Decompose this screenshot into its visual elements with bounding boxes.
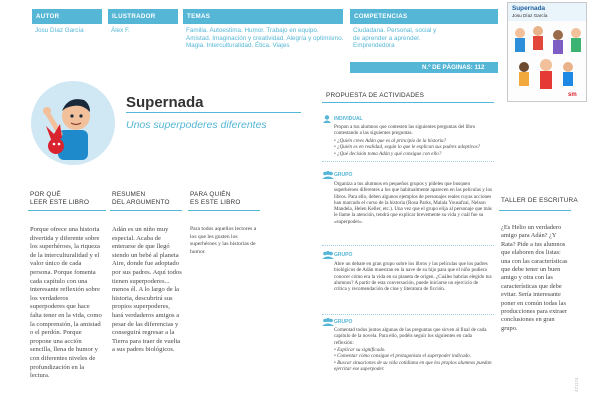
activities-heading: PROPUESTA DE ACTIVIDADES <box>326 92 425 99</box>
list-item: • Explicar su significado. <box>334 347 386 353</box>
competencies-value: Ciudadana. Personal, social y de aprender a aprender. Emprendedora <box>353 27 437 50</box>
activity-2-text: Organiza a tus alumnos en pequeños grupos y pídeles que busquen superhéroes diferentes a los que habitualmente aparecen en las películas y los libros. Para ello, deben algunos ejemplos de personajes reales cuyas acciones han marcado el curso de la historia (Rosa Parks, Malala Yousafzai, Nelson Mandela, Helen Keller, etc.). Una vez que el grupo elija al personaje que más le llame la atención, tendrá que explicar brevemente su vida y cuál fue su «superpoder». <box>334 181 492 225</box>
summary-text: Adán es un niño muy especial. Acaba de enterarse de que llegó siendo un bebé al planeta Aire, donde fue adoptado por sus padres. Aquí todos tienen superpoderes... menos él. A lo largo de la historia, descubrirá sus propios superpoderes, hará verdaderos amigos a pesar de las diferencias y conseguirá regresar a la Tierra para traer de vuelta a sus padres biológicos. <box>112 226 182 354</box>
group-icon <box>322 251 334 259</box>
list-item: • ¿Quién es en realidad, según lo que le explican sus padres adoptivos? <box>334 144 481 151</box>
why-rule <box>28 210 106 211</box>
list-item: • Comentar cómo consigue el protagonista el superpoder indicado. <box>334 353 471 360</box>
separator <box>322 245 494 246</box>
writing-rule <box>499 210 571 211</box>
activity-1-list <box>334 138 492 157</box>
book-subtitle: Unos superpoderes diferentes <box>126 119 267 131</box>
author-label: AUTOR <box>32 9 102 24</box>
illustrator-label: ILUSTRADOR <box>108 9 178 24</box>
individual-icon <box>322 115 332 123</box>
activity-1-text: Propon a tus alumnos que contesten las siguientes preguntas del libro contestando a las siguientes preguntas. <box>334 124 476 137</box>
who-heading: PARA QUIÉN ES ESTE LIBRO <box>190 191 241 206</box>
list-item: • Buscar situaciones de su vida cotidiana en que los propios alumnos puedan ejercitar ese superpoder. <box>334 359 492 372</box>
group-icon <box>322 171 334 179</box>
separator <box>322 161 494 162</box>
cover-illustration <box>508 21 587 102</box>
list-item: • ¿Qué decisión toma Adán y qué consigue con ello? <box>334 150 442 157</box>
activity-4-type: GRUPO <box>334 319 353 325</box>
activity-3-type: GRUPO <box>334 252 353 258</box>
title-rule <box>126 112 301 113</box>
why-heading: POR QUÉ LEER ESTE LIBRO <box>30 191 90 206</box>
book-title: Supernada <box>126 94 204 111</box>
why-text: Porque ofrece una historia divertida y diferente sobre los superhéroes, la riqueza de la interculturalidad y el valor único de cada persona. Porque fomenta cada capítulo con una interesante reflexión sobre los verdaderos superpoderes que hace falta tener en la vida, como la comprensión, la amistad o el perdón. Porque propone una acción sencilla, llena de humor y con diferentes niveles de profundización en la lectura. <box>30 226 102 380</box>
author-value: Josu Díaz García <box>35 27 84 34</box>
summary-heading: RESUMEN DEL ARGUMENTO <box>112 191 170 206</box>
activity-4-list <box>334 347 492 372</box>
who-rule <box>188 210 260 211</box>
cover-title: Supernada <box>512 5 546 12</box>
separator <box>322 314 494 315</box>
list-item: • ¿Quién crees Adán que es al principio de la historia? <box>334 138 447 144</box>
group-icon <box>322 318 334 326</box>
activity-3-text: Abre un debate en gran grupo sobre los libros y las películas que los padres biológicos de Adán muestran en la nave de su hijo para que el niño pudiera conocer cómo era la vida en su planeta de origen. ¿Cuáles habrías elegido tus alumnos? A partir de esta conversación, puede iniciarse un ejercicio de crítica y recomendación de cine y literatura de ficción. <box>334 261 492 293</box>
cover-author: Josu Díaz García <box>512 13 548 18</box>
competencies-label: COMPETENCIAS <box>350 9 498 24</box>
writing-heading: TALLER DE ESCRITURA <box>501 197 578 204</box>
themes-value: Familia. Autoestima. Humor. Trabajo en equipo. Amistad. Imaginación y creatividad. Alegría y optimismo. Magia. Interculturalidad. Ética. Viajes <box>186 27 344 50</box>
themes-label: TEMAS <box>183 9 343 24</box>
who-text: Para todos aquellos lectores a los que les gusten los superhéroes y las historias de humor. <box>190 226 257 255</box>
activity-1-type: INDIVIDUAL <box>334 116 363 122</box>
publisher-logo: sm <box>568 92 577 98</box>
illustrator-value: Álex F. <box>111 27 130 34</box>
activity-4-text: Comentad todos juntos algunas de las preguntas que sirven al final de cada capítulo de la novela. Para ello, podéis seguir los siguientes en cada reflexión: <box>334 327 487 346</box>
hero-illustration <box>28 78 118 168</box>
writing-text: ¿Es Helio un verdadero amigo para Adán? ¿Y Rata? Pide a tus alumnos que elaboren dos listas: una con las características que debe tener un buen amigo y otra con las características que debe evitar. Sería interesante poner en común todas las producciones para extraer conclusiones en gran grupo. <box>501 224 568 332</box>
activity-2-type: GRUPO <box>334 172 353 178</box>
summary-rule <box>110 210 182 211</box>
footer-code: 471174 <box>574 377 579 392</box>
book-cover <box>507 2 587 102</box>
activities-rule <box>322 102 494 103</box>
pages-label: N.º DE PÁGINAS: 112 <box>422 63 485 71</box>
